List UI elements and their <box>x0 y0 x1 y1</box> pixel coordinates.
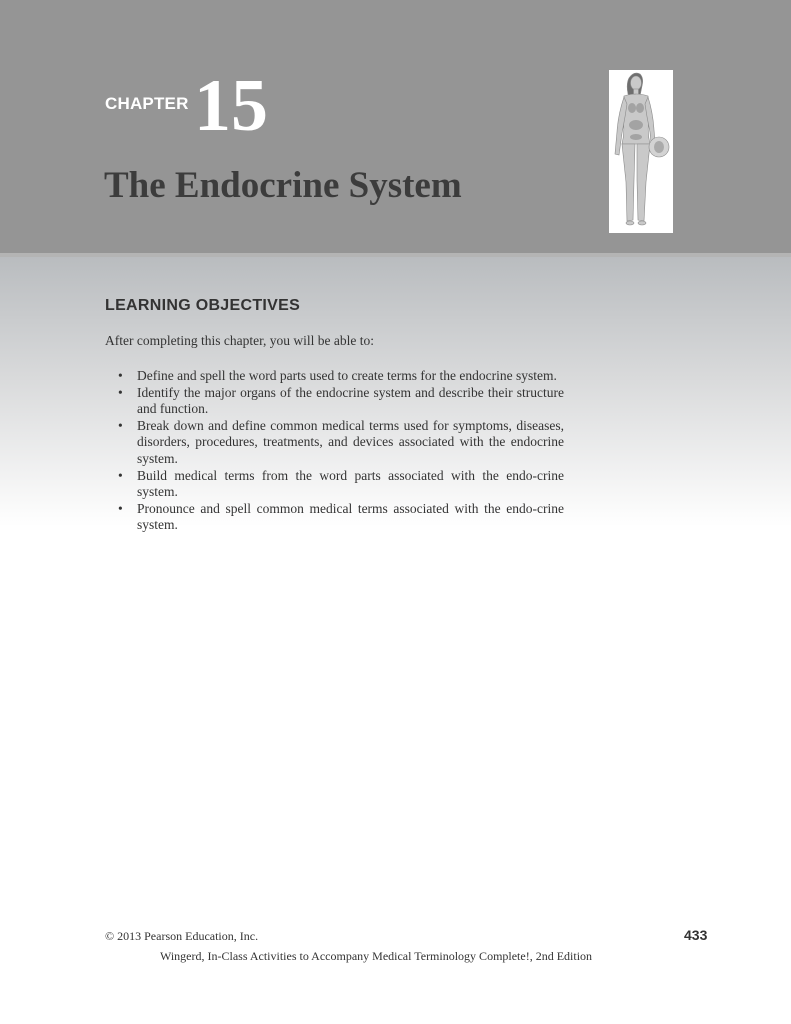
objective-item <box>118 385 564 418</box>
page-number: 433 <box>684 927 708 943</box>
book-credit: Wingerd, In-Class Activities to Accompany Medical Terminology Complete!, 2nd Edition <box>160 949 593 963</box>
bullet-icon: • <box>118 417 123 433</box>
objective-item <box>118 368 564 385</box>
bullet-icon: • <box>118 500 123 516</box>
objective-text: Identify the major organs of the endocrine system and describe their structure and function. <box>137 384 564 417</box>
bullet-icon: • <box>118 384 123 400</box>
chapter-title: The Endocrine System <box>104 165 462 206</box>
objectives-list <box>118 368 564 534</box>
objective-text: Build medical terms from the word parts associated with the endo-crine system. <box>137 467 564 500</box>
chapter-number: 15 <box>194 65 268 147</box>
human-body-icon <box>609 70 673 233</box>
chapter-label: CHAPTER <box>105 94 189 113</box>
objectives-intro: After completing this chapter, you will be able to: <box>105 333 375 348</box>
objective-text: Break down and define common medical terms used for symptoms, diseases, disorders, procedures, treatments, and devices associated with the endocrine system. <box>137 417 564 466</box>
objective-text: Pronounce and spell common medical terms associated with the endo-crine system. <box>137 500 564 533</box>
human-body-figure <box>609 70 673 233</box>
copyright-notice: © 2013 Pearson Education, Inc. <box>105 929 259 943</box>
bullet-icon: • <box>118 368 123 383</box>
objective-text: Define and spell the word parts used to create terms for the endocrine system. <box>137 368 557 383</box>
bullet-icon: • <box>118 467 123 483</box>
learning-objectives-heading: LEARNING OBJECTIVES <box>105 297 301 314</box>
objective-item <box>118 418 564 468</box>
objective-item <box>118 501 564 534</box>
objective-item <box>118 468 564 501</box>
